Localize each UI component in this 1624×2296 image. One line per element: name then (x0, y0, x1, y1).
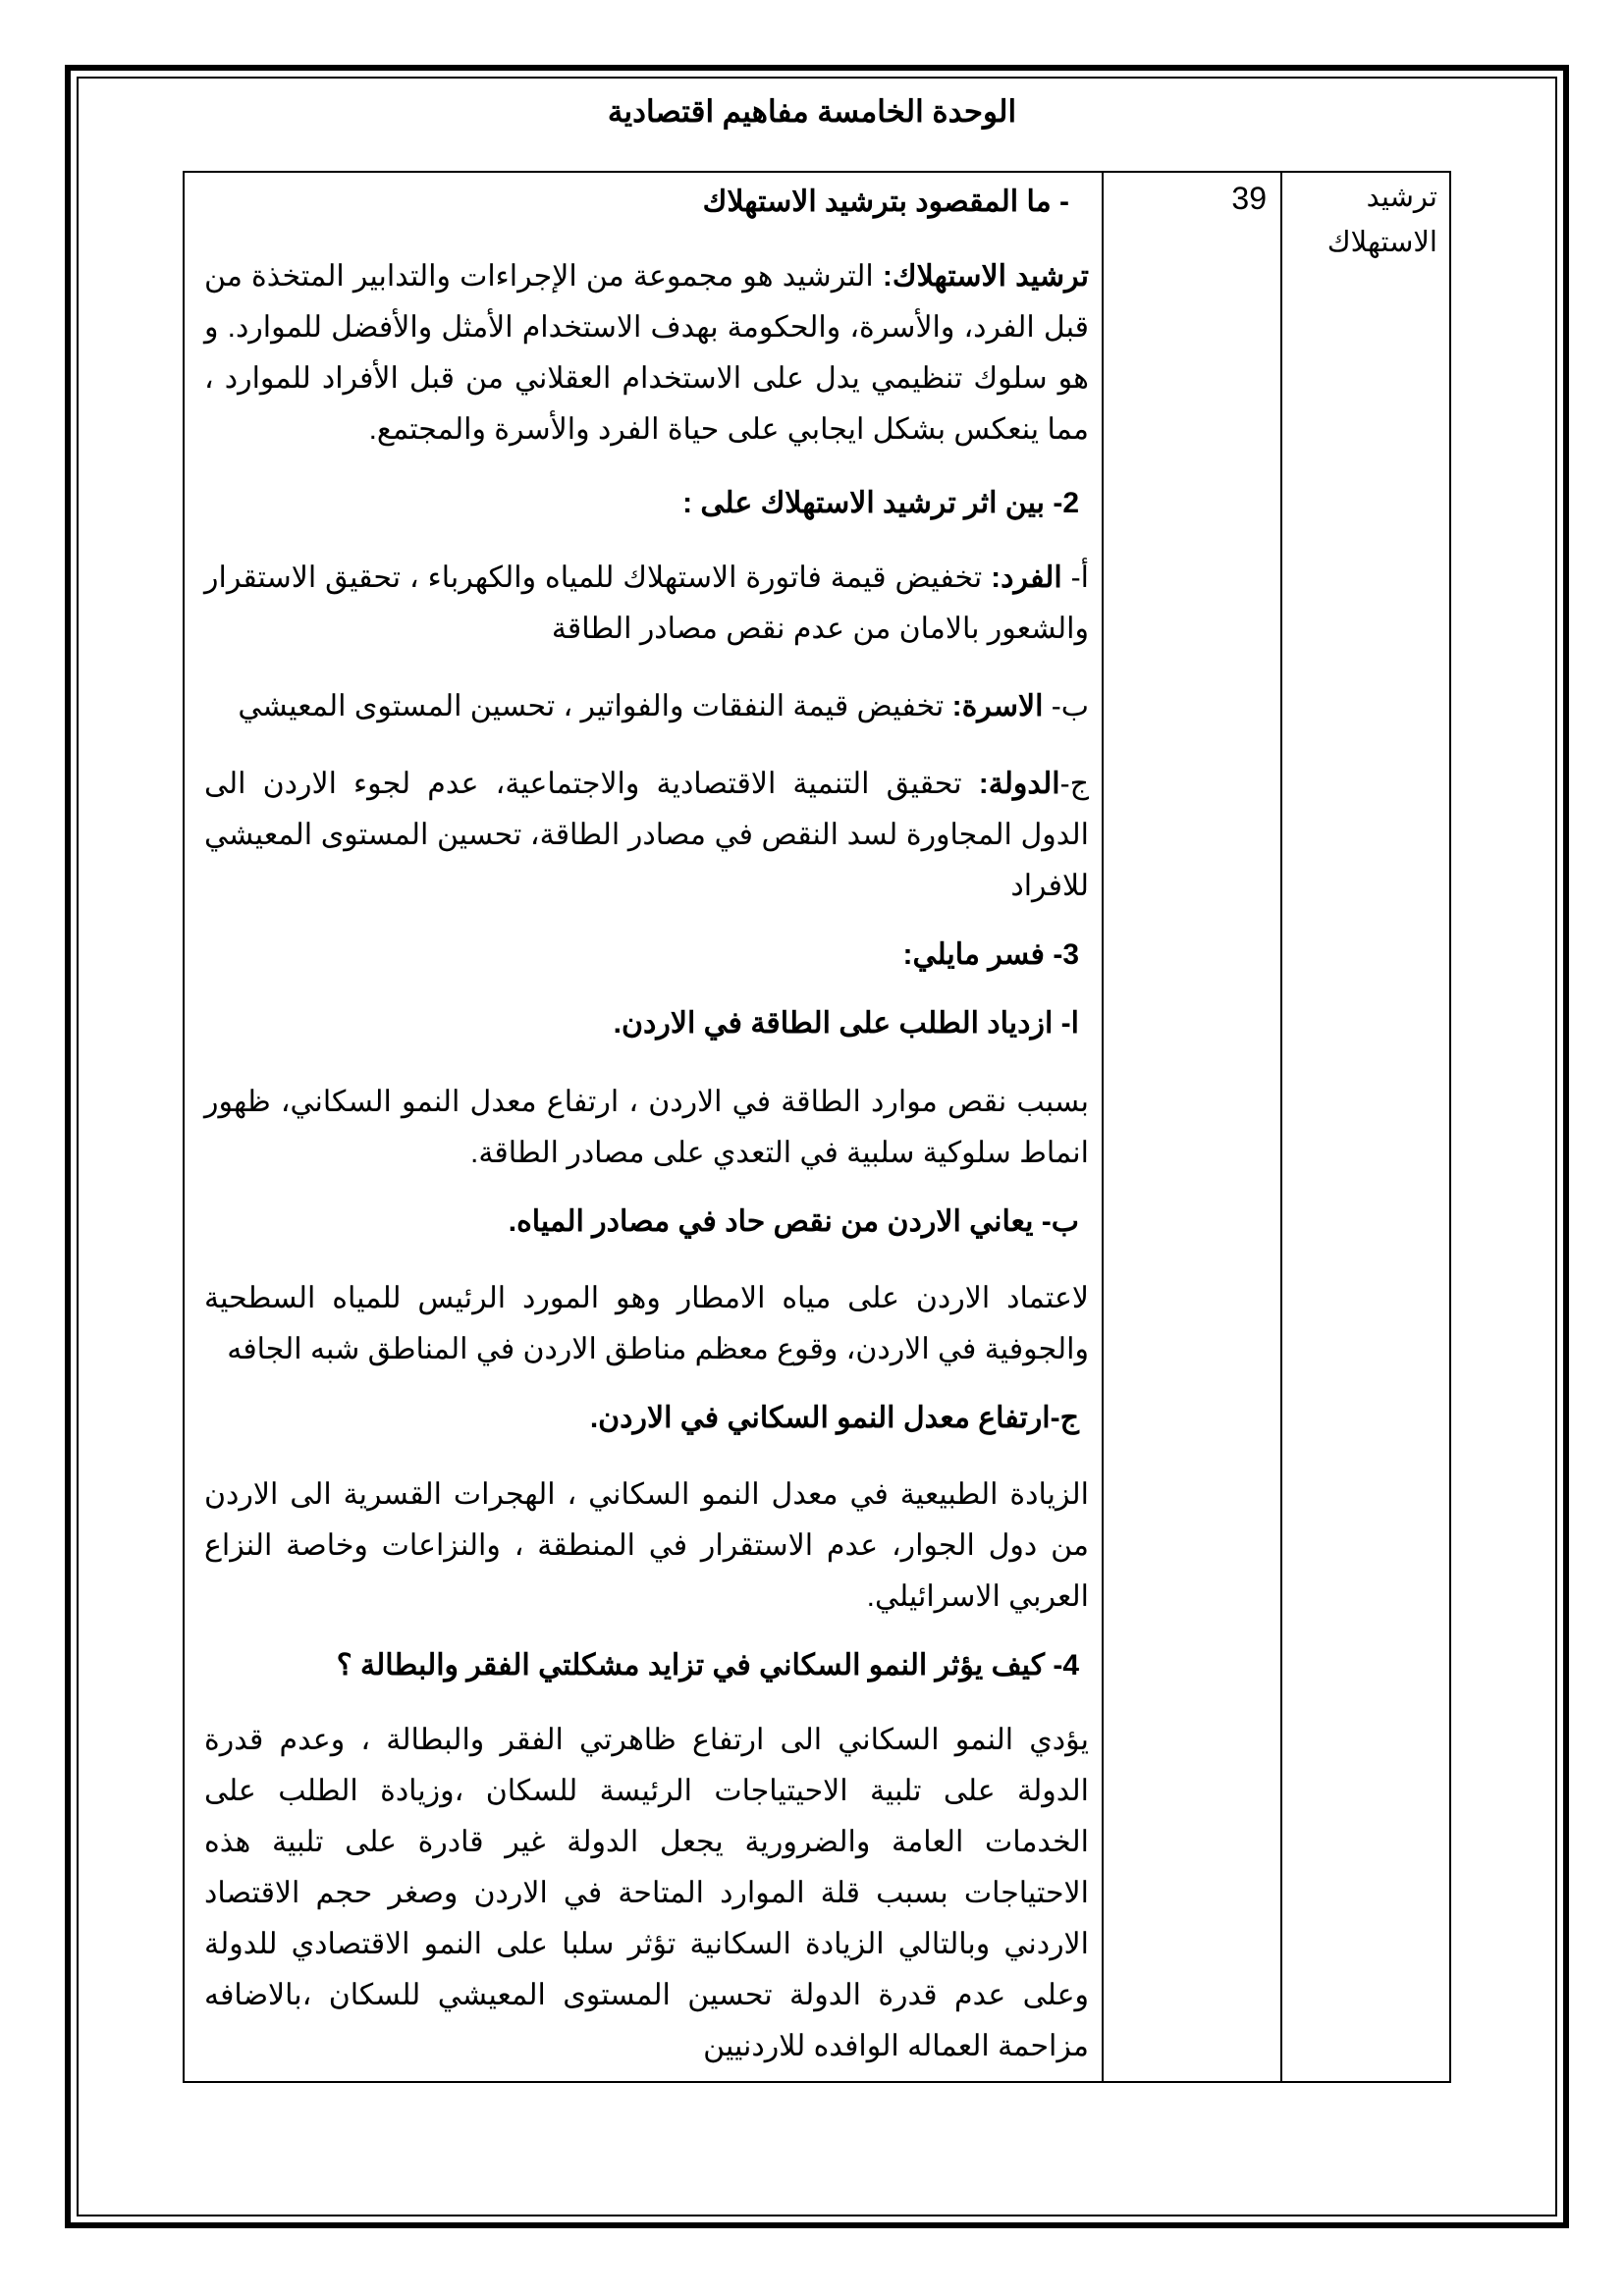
answer-2-individual-label: الفرد: (991, 561, 1062, 594)
topic-label: ترشيد الاستهلاك (1326, 182, 1437, 258)
question-number: 39 (1231, 181, 1267, 216)
answer-2-family (204, 681, 1089, 732)
question-3c: ج-ارتفاع معدل النمو السكاني في الاردن. (589, 1402, 1079, 1434)
answer-2-individual-prefix: أ- (1061, 561, 1089, 594)
question-4: 4- كيف يؤثر النمو السكاني في تزايد مشكلتي الفقر والبطالة ؟ (336, 1649, 1079, 1682)
answer-2-state (204, 759, 1089, 912)
topic-cell (1281, 172, 1450, 2082)
question-2: 2- بين اثر ترشيد الاستهلاك على : (682, 487, 1079, 519)
answer-2-state-text: تحقيق التنمية الاقتصادية والاجتماعية، عدم لجوء الاردن الى الدول المجاورة لسد النقص في مصادر الطاقة، تحسين المستوى المعيشي للافراد (204, 768, 1089, 902)
answer-2-family-text: تخفيض قيمة النفقات والفواتير ، تحسين المستوى المعيشي (238, 690, 952, 722)
answer-4: يؤدي النمو السكاني الى ارتفاع ظاهرتي الفقر والبطالة ، وعدم قدرة الدولة على تلبية الاحيتياجات الرئيسة للسكان ،وزيادة الطلب على الخدمات العامة والضرورية يجعل الدولة غير قادرة على تلبية هذه الاحتياجات بسبب قلة الموارد المتاحة في الاردن وصغر حجم الاقتصاد الاردني وبالتالي الزيادة السكانية تؤثر سلبا على النمو الاقتصادي للدولة وعلى عدم قدرة الدولة تحسين المستوى المعيشي للسكان ،بالاضافه مزاحمة العماله الوافده للاردنيين (204, 1724, 1089, 2062)
question-3: 3- فسر مايلي: (902, 938, 1079, 971)
content-cell (184, 172, 1103, 2082)
number-cell (1103, 172, 1281, 2082)
answer-1 (204, 251, 1089, 455)
answer-2-individual-text: تخفيض قيمة فاتورة الاستهلاك للمياه والكهرباء ، تحقيق الاستقرار والشعور بالامان من عدم نقص مصادر الطاقة (204, 561, 1089, 645)
answer-1-text: الترشيد هو مجموعة من الإجراءات والتدابير المتخذة من قبل الفرد، والأسرة، والحكومة بهدف الاستخدام الأمثل والأفضل للموارد. و هو سلوك تنظيمي يدل على الاستخدام العقلاني من قبل الأفراد للموارد ، مما ينعكس بشكل ايجابي على حياة الفرد والأسرة والمجتمع. (204, 260, 1089, 446)
answer-3c: الزيادة الطبيعية في معدل النمو السكاني ، الهجرات القسرية الى الاردن من دول الجوار، عدم الاستقرار في المنطقة ، والنزاعات وخاصة النزاع العربي الاسرائيلي. (204, 1478, 1089, 1613)
question-3a: ا- ازدياد الطلب على الطاقة في الاردن. (613, 1007, 1079, 1040)
answer-1-label: ترشيد الاستهلاك: (882, 260, 1089, 293)
question-3b: ب- يعاني الاردن من نقص حاد في مصادر المياه. (508, 1205, 1079, 1238)
unit-title: الوحدة الخامسة مفاهيم اقتصادية (607, 94, 1017, 129)
answer-3b: لاعتماد الاردن على مياه الامطار وهو المورد الرئيس للمياه السطحية والجوفية في الاردن، وقوع معظم مناطق الاردن في المناطق شبه الجافه (204, 1282, 1089, 1365)
answer-2-state-prefix: ج- (1059, 768, 1089, 800)
answer-2-family-prefix: ب- (1043, 690, 1089, 722)
answer-2-individual (204, 553, 1089, 655)
answer-2-family-label: الاسرة: (951, 690, 1044, 722)
lesson-table (183, 171, 1451, 2083)
table-row (184, 172, 1450, 2082)
answer-3a: بسبب نقص موارد الطاقة في الاردن ، ارتفاع معدل النمو السكاني، ظهور انماط سلوكية سلبية في التعدي على مصادر الطاقة. (204, 1086, 1089, 1169)
question-1: - ما المقصود بترشيد الاستهلاك (702, 186, 1069, 218)
answer-2-state-label: الدولة: (978, 768, 1060, 800)
